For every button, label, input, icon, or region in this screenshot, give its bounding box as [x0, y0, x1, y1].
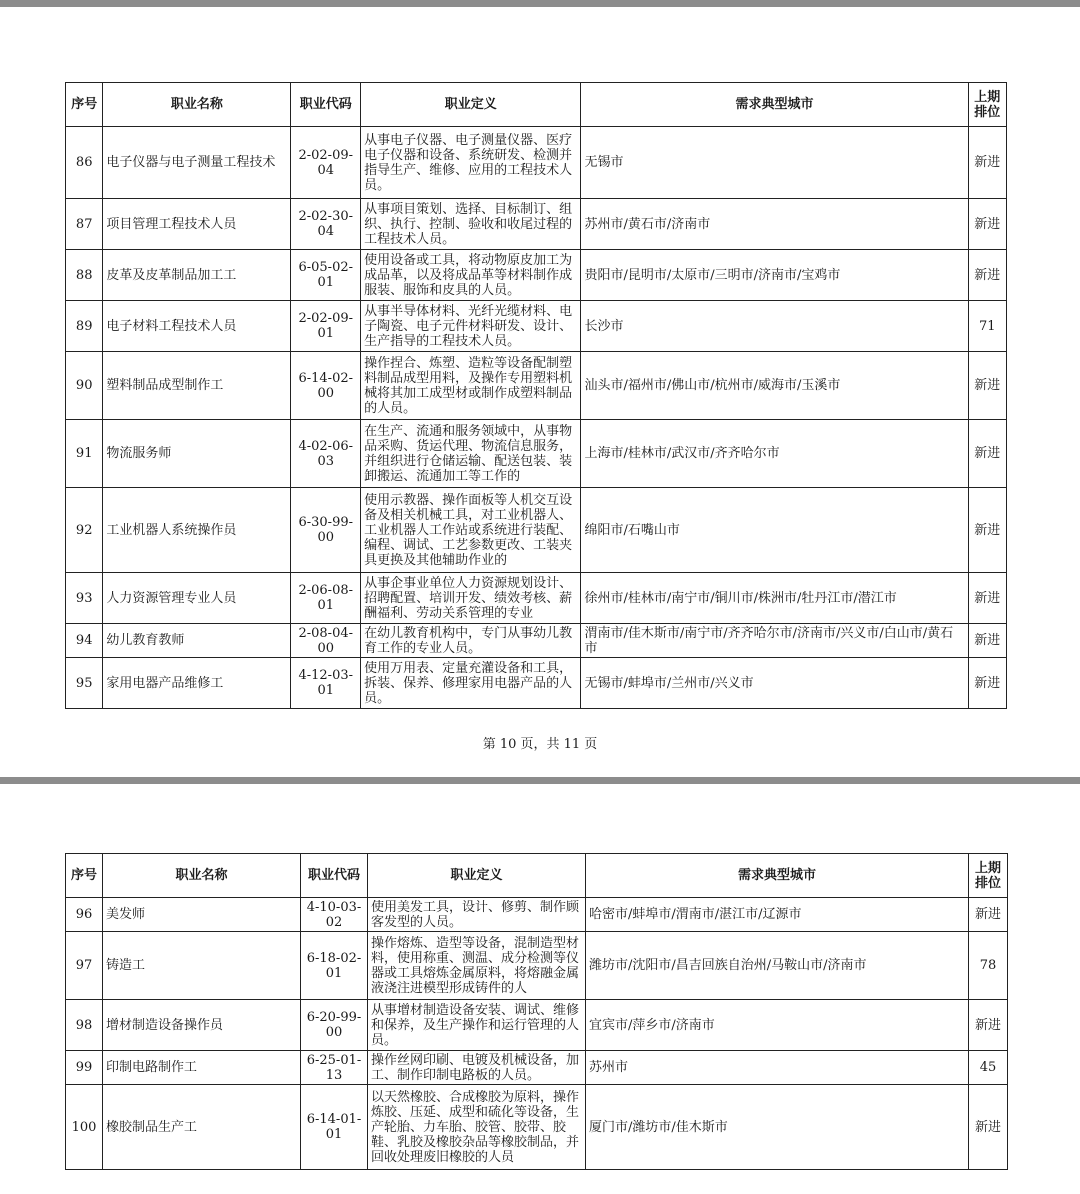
definition-text: 在生产、流通和服务领域中，从事物品采购、货运代理、物流信息服务，并组织进行仓储运输、配送包装、装卸搬运、流通加工等工作的: [364, 423, 573, 484]
occupation-code-cell: 4-12-03-01: [291, 658, 361, 709]
occupation-definition-cell: [361, 420, 581, 488]
previous-rank-cell: 新进: [969, 1000, 1008, 1051]
header-typical-cities: 需求典型城市: [586, 854, 969, 898]
occupation-name-cell: 人力资源管理专业人员: [103, 573, 291, 624]
occupation-code-cell: 6-30-99-00: [291, 488, 361, 573]
occupation-name-cell: 电子仪器与电子测量工程技术: [103, 127, 291, 199]
occupation-name-cell: 工业机器人系统操作员: [103, 488, 291, 573]
typical-cities-cell: 无锡市: [581, 127, 968, 199]
occupation-name-cell: 电子材料工程技术人员: [103, 301, 291, 352]
serial-no-cell: 92: [66, 488, 103, 573]
occupation-code-cell: 2-02-09-01: [291, 301, 361, 352]
occupation-code-cell: 2-08-04-00: [291, 624, 361, 658]
occupation-definition-cell: [361, 250, 581, 301]
header-occupation-code: 职业代码: [291, 83, 361, 127]
definition-text: 从事增材制造设备安装、调试、维修和保养，及生产操作和运行管理的人员。: [371, 1002, 580, 1048]
table-row: [66, 127, 1007, 199]
occupation-definition-cell: [368, 932, 586, 1000]
typical-cities-cell: 贵阳市/昆明市/太原市/三明市/济南市/宝鸡市: [581, 250, 968, 301]
previous-rank-cell: 78: [969, 932, 1008, 1000]
typical-cities-cell: 厦门市/潍坊市/佳木斯市: [586, 1085, 969, 1170]
occupation-name-cell: 物流服务师: [103, 420, 291, 488]
header-occupation-definition: 职业定义: [368, 854, 586, 898]
table-header-row: [66, 83, 1007, 127]
typical-cities-cell: 潍坊市/沈阳市/昌吉回族自治州/马鞍山市/济南市: [586, 932, 969, 1000]
definition-text: 以天然橡胶、合成橡胶为原料，操作炼胶、压延、成型和硫化等设备，生产轮胎、力车胎、胶管、胶带、胶鞋、乳胶及橡胶杂品等橡胶制品，并回收处理废旧橡胶的人员: [371, 1089, 580, 1165]
occupation-definition-cell: [361, 301, 581, 352]
definition-text: 从事项目策划、选择、目标制订、组织、执行、控制、验收和收尾过程的工程技术人员。: [364, 201, 573, 247]
previous-rank-cell: 新进: [968, 658, 1006, 709]
definition-text: 使用美发工具，设计、修剪、制作顾客发型的人员。: [371, 899, 580, 930]
occupation-name-cell: 增材制造设备操作员: [103, 1000, 301, 1051]
table-row: [66, 932, 1008, 1000]
previous-rank-cell: 新进: [968, 624, 1006, 658]
serial-no-cell: 97: [66, 932, 103, 1000]
serial-no-cell: 98: [66, 1000, 103, 1051]
typical-cities-cell: 无锡市/蚌埠市/兰州市/兴义市: [581, 658, 968, 709]
previous-rank-cell: 新进: [968, 420, 1006, 488]
occupation-code-cell: 2-02-09-04: [291, 127, 361, 199]
previous-rank-cell: 新进: [968, 199, 1006, 250]
typical-cities-cell: 长沙市: [581, 301, 968, 352]
occupation-definition-cell: [361, 624, 581, 658]
occupation-definition-cell: [361, 352, 581, 420]
table-header-row: [66, 854, 1008, 898]
definition-text: 从事企事业单位人力资源规划设计、招聘配置、培训开发、绩效考核、薪酬福利、劳动关系管理的专业: [364, 575, 573, 621]
typical-cities-cell: 徐州市/桂林市/南宁市/铜川市/株洲市/牡丹江市/潜江市: [581, 573, 968, 624]
definition-text: 操作丝网印刷、电镀及机械设备，加工、制作印制电路板的人员。: [371, 1052, 580, 1083]
occupation-code-cell: 6-20-99-00: [301, 1000, 368, 1051]
previous-rank-cell: 新进: [969, 1085, 1008, 1170]
occupation-definition-cell: [368, 1085, 586, 1170]
header-previous-rank: 上期排位: [969, 854, 1008, 898]
table-row: [66, 1085, 1008, 1170]
occupation-definition-cell: [361, 199, 581, 250]
table-row: [66, 898, 1008, 932]
typical-cities-cell: 上海市/桂林市/武汉市/齐齐哈尔市: [581, 420, 968, 488]
previous-rank-cell: 新进: [968, 250, 1006, 301]
typical-cities-cell: 苏州市/黄石市/济南市: [581, 199, 968, 250]
previous-rank-cell: 新进: [969, 898, 1008, 932]
serial-no-cell: 96: [66, 898, 103, 932]
serial-no-cell: 88: [66, 250, 103, 301]
occupation-name-cell: 家用电器产品维修工: [103, 658, 291, 709]
header-occupation-definition: 职业定义: [361, 83, 581, 127]
page-separator: [0, 777, 1080, 784]
occupation-name-cell: 幼儿教育教师: [103, 624, 291, 658]
occupation-table-page-11: [65, 853, 1008, 1170]
serial-no-cell: 87: [66, 199, 103, 250]
typical-cities-cell: 汕头市/福州市/佛山市/杭州市/威海市/玉溪市: [581, 352, 968, 420]
page-top-border: [0, 0, 1080, 7]
occupation-name-cell: 橡胶制品生产工: [103, 1085, 301, 1170]
header-previous-rank: 上期排位: [968, 83, 1006, 127]
occupation-definition-cell: [368, 1000, 586, 1051]
occupation-name-cell: 美发师: [103, 898, 301, 932]
previous-rank-cell: 71: [968, 301, 1006, 352]
serial-no-cell: 90: [66, 352, 103, 420]
header-serial-no: 序号: [66, 83, 103, 127]
table-row: [66, 573, 1007, 624]
occupation-code-cell: 4-10-03-02: [301, 898, 368, 932]
table-row: [66, 420, 1007, 488]
serial-no-cell: 95: [66, 658, 103, 709]
definition-text: 操作熔炼、造型等设备，混制造型材料，使用称重、测温、成分检测等仪器或工具熔炼金属原料，将熔融金属液浇注进模型形成铸件的人: [371, 935, 580, 996]
header-occupation-name: 职业名称: [103, 854, 301, 898]
table-row: [66, 301, 1007, 352]
occupation-name-cell: 印制电路制作工: [103, 1051, 301, 1085]
previous-rank-cell: 新进: [968, 352, 1006, 420]
occupation-definition-cell: [368, 898, 586, 932]
header-serial-no: 序号: [66, 854, 103, 898]
page-number: 第 10 页，共 11 页: [482, 737, 598, 752]
definition-text: 使用示教器、操作面板等人机交互设备及相关机械工具，对工业机器人、工业机器人工作站或系统进行装配、编程、调试、工艺参数更改、工装夹具更换及其他辅助作业的: [364, 492, 573, 568]
table-row: [66, 1000, 1008, 1051]
serial-no-cell: 100: [66, 1085, 103, 1170]
serial-no-cell: 94: [66, 624, 103, 658]
serial-no-cell: 91: [66, 420, 103, 488]
table-row: [66, 199, 1007, 250]
occupation-code-cell: 6-25-01-13: [301, 1051, 368, 1085]
occupation-code-cell: 2-02-30-04: [291, 199, 361, 250]
definition-text: 从事电子仪器、电子测量仪器、医疗电子仪器和设备、系统研发、检测并指导生产、维修、应用的工程技术人员。: [364, 132, 573, 193]
typical-cities-cell: 宜宾市/萍乡市/济南市: [586, 1000, 969, 1051]
previous-rank-cell: 45: [969, 1051, 1008, 1085]
serial-no-cell: 89: [66, 301, 103, 352]
occupation-code-cell: 6-05-02-01: [291, 250, 361, 301]
typical-cities-cell: 哈密市/蚌埠市/渭南市/湛江市/辽源市: [586, 898, 969, 932]
occupation-code-cell: 6-14-02-00: [291, 352, 361, 420]
definition-text: 使用设备或工具，将动物原皮加工为成品革，以及将成品革等材料制作成服装、服饰和皮具的人员。: [364, 252, 573, 298]
serial-no-cell: 99: [66, 1051, 103, 1085]
table-row: [66, 658, 1007, 709]
occupation-code-cell: 2-06-08-01: [291, 573, 361, 624]
definition-text: 使用万用表、定量充灌设备和工具，拆装、保养、修理家用电器产品的人员。: [364, 660, 573, 706]
definition-text: 操作捏合、炼塑、造粒等设备配制塑料制品成型用料，及操作专用塑料机械将其加工成型材或制作成塑料制品的人员。: [364, 355, 573, 416]
typical-cities-cell: 渭南市/佳木斯市/南宁市/齐齐哈尔市/济南市/兴义市/白山市/黄石市: [581, 624, 968, 658]
table-row: [66, 1051, 1008, 1085]
occupation-definition-cell: [361, 658, 581, 709]
table-row: [66, 488, 1007, 573]
occupation-code-cell: 6-18-02-01: [301, 932, 368, 1000]
serial-no-cell: 93: [66, 573, 103, 624]
previous-rank-cell: 新进: [968, 573, 1006, 624]
serial-no-cell: 86: [66, 127, 103, 199]
occupation-name-cell: 塑料制品成型制作工: [103, 352, 291, 420]
header-occupation-code: 职业代码: [301, 854, 368, 898]
definition-text: 从事半导体材料、光纤光缆材料、电子陶瓷、电子元件材料研发、设计、生产指导的工程技术人员。: [364, 303, 573, 349]
table-row: [66, 250, 1007, 301]
typical-cities-cell: 苏州市: [586, 1051, 969, 1085]
previous-rank-cell: 新进: [968, 127, 1006, 199]
table-row: [66, 624, 1007, 658]
occupation-name-cell: 铸造工: [103, 932, 301, 1000]
occupation-table-page-10: [65, 82, 1007, 709]
occupation-name-cell: 项目管理工程技术人员: [103, 199, 291, 250]
occupation-code-cell: 6-14-01-01: [301, 1085, 368, 1170]
table-row: [66, 352, 1007, 420]
definition-text: 在幼儿教育机构中，专门从事幼儿教育工作的专业人员。: [364, 625, 573, 656]
occupation-definition-cell: [361, 127, 581, 199]
header-occupation-name: 职业名称: [103, 83, 291, 127]
occupation-definition-cell: [361, 573, 581, 624]
occupation-definition-cell: [368, 1051, 586, 1085]
occupation-definition-cell: [361, 488, 581, 573]
typical-cities-cell: 绵阳市/石嘴山市: [581, 488, 968, 573]
occupation-code-cell: 4-02-06-03: [291, 420, 361, 488]
previous-rank-cell: 新进: [968, 488, 1006, 573]
header-typical-cities: 需求典型城市: [581, 83, 968, 127]
occupation-name-cell: 皮革及皮革制品加工工: [103, 250, 291, 301]
